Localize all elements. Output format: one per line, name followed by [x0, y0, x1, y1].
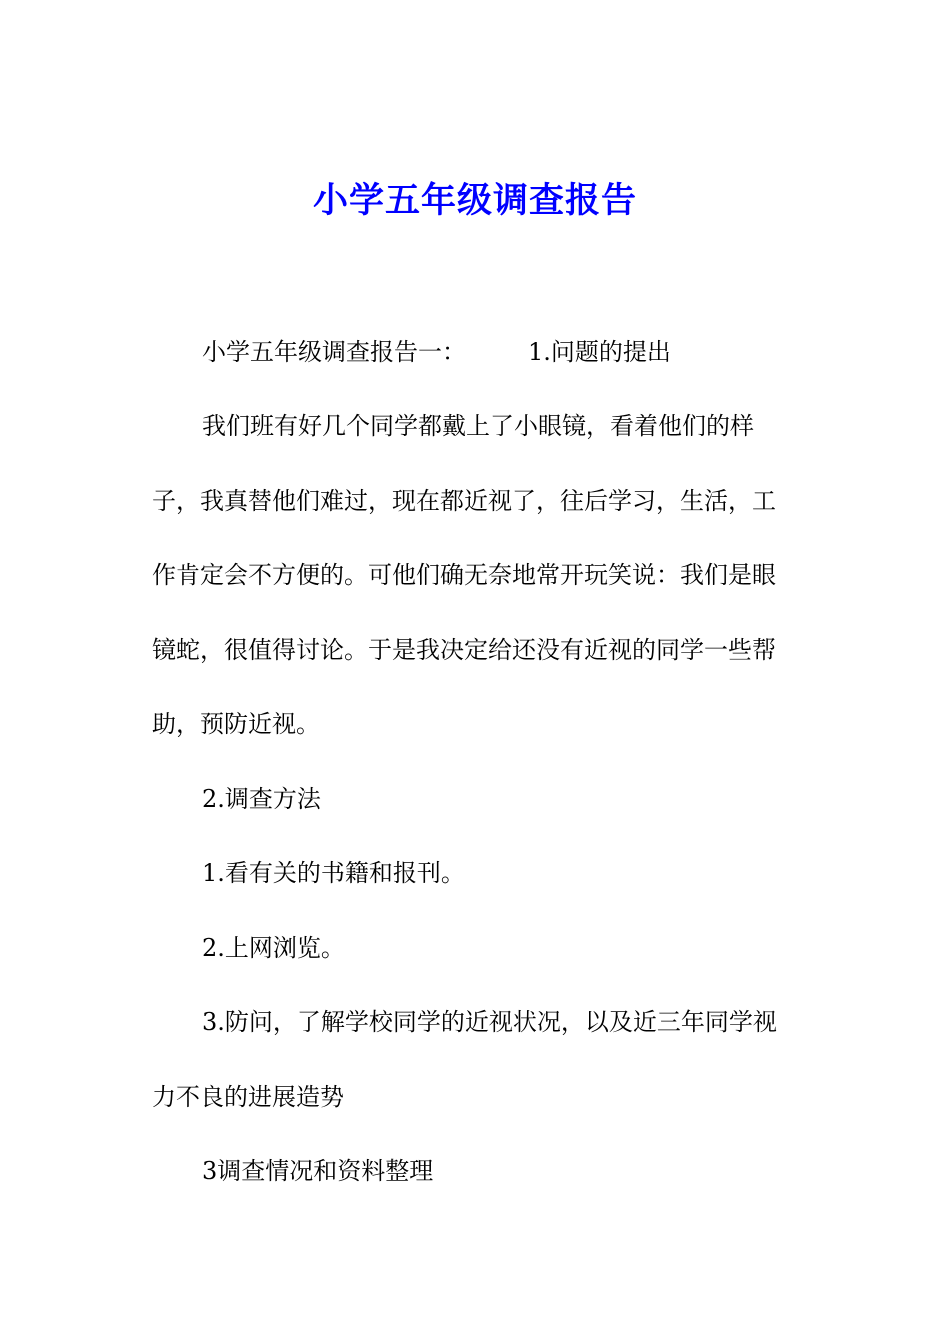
document-title: 小学五年级调查报告 — [312, 180, 637, 221]
method-item-3: 3.防问，了解学校同学的近视状况，以及近三年同学视力不良的进展造势 — [152, 1008, 777, 1111]
intro-item: 1.问题的提出 — [528, 338, 671, 366]
method-item-2: 2.上网浏览。 — [202, 934, 345, 962]
section-heading-survey: 3调查情况和资料整理 — [202, 1157, 434, 1185]
section-heading-methods: 2.调查方法 — [202, 785, 321, 813]
body-paragraph-1: 我们班有好几个同学都戴上了小眼镜，看着他们的样子，我真替他们难过，现在都近视了，往后学习，生活，工作肯定会不方便的。可他们确无奈地常开玩笑说：我们是眼镜蛇，很值得讨论。于是我决定给还没有近视的同学一些帮助，预防近视。 — [152, 412, 776, 738]
method-item-1: 1.看有关的书籍和报刊。 — [202, 859, 465, 887]
intro-lead: 小学五年级调查报告一： — [202, 338, 466, 366]
intro-paragraph — [152, 315, 792, 390]
